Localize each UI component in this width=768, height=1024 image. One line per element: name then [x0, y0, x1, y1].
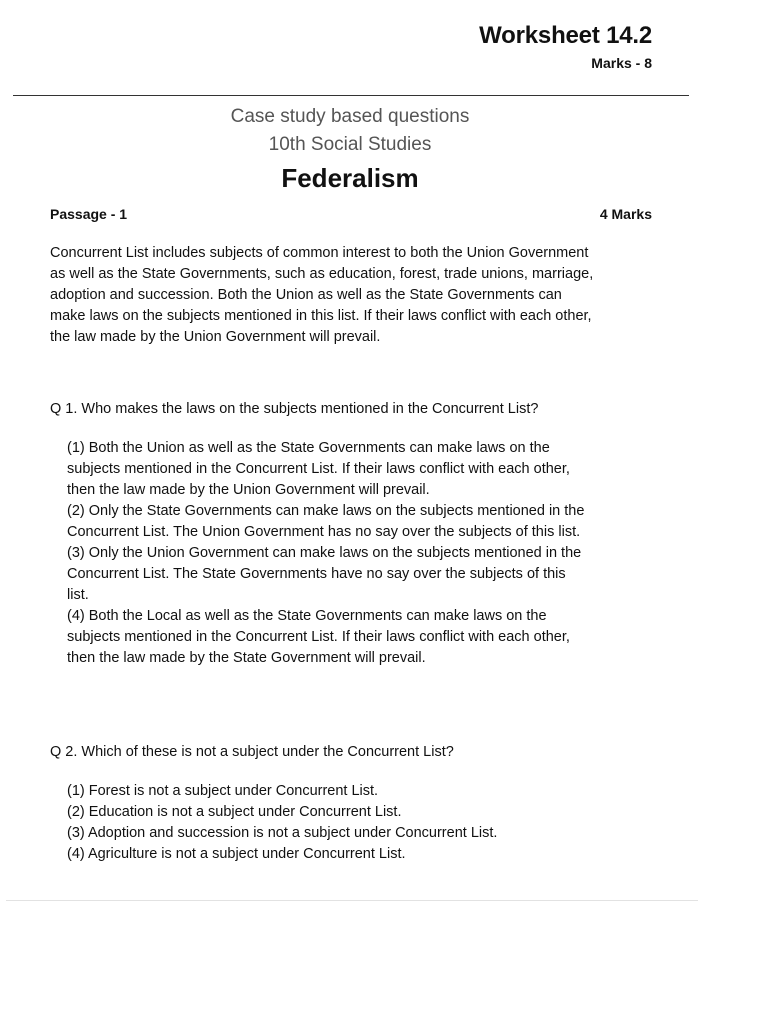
question-1-options [67, 438, 589, 669]
option-2: (2) Only the State Governments can make laws on the subjects mentioned in the Concurrent List. The Union Government has no say over the subjects of this list. [67, 503, 585, 540]
footer-divider [6, 900, 698, 901]
intro-line-1: Case study based questions [230, 106, 470, 127]
question-1: Q 1. Who makes the laws on the subjects mentioned in the Concurrent List? [50, 401, 539, 417]
passage-text: Concurrent List includes subjects of common interest to both the Union Government as well as the State Governments, such as education, forest, trade unions, marriage, adoption and succession. Both the Union as well as the State Governments can make laws on the subjects mentioned in this list. If their laws conflict with each other, the law made by the Union Government will prevail. [50, 245, 594, 345]
total-marks: Marks - 8 [591, 55, 652, 71]
option-4: (4) Both the Local as well as the State Governments can make laws on the subjects mentioned in the Concurrent List. If their laws conflict with each other, then the law made by the State Government will prevail. [67, 608, 570, 666]
option-1: (1) Both the Union as well as the State Governments can make laws on the subjects mentioned in the Concurrent List. If their laws conflict with each other, then the law made by the Union Government will prevail. [67, 440, 570, 498]
question-2: Q 2. Which of these is not a subject under the Concurrent List? [50, 744, 454, 760]
header-divider [13, 95, 689, 96]
passage-label: Passage - 1 [50, 206, 128, 222]
intro-line-2: 10th Social Studies [268, 134, 432, 155]
passage-marks: 4 Marks [599, 206, 652, 222]
question-2-options [67, 781, 589, 865]
option-1: (1) Forest is not a subject under Concurrent List. [67, 783, 379, 799]
worksheet-title: Worksheet 14.2 [479, 22, 652, 49]
option-3: (3) Adoption and succession is not a subject under Concurrent List. [67, 825, 498, 841]
topic-heading: Federalism [281, 163, 419, 193]
option-3: (3) Only the Union Government can make laws on the subjects mentioned in the Concurrent List. The State Governments have no say over the subjects of this list. [67, 545, 582, 603]
option-2: (2) Education is not a subject under Concurrent List. [67, 804, 402, 820]
option-4: (4) Agriculture is not a subject under Concurrent List. [67, 846, 406, 862]
